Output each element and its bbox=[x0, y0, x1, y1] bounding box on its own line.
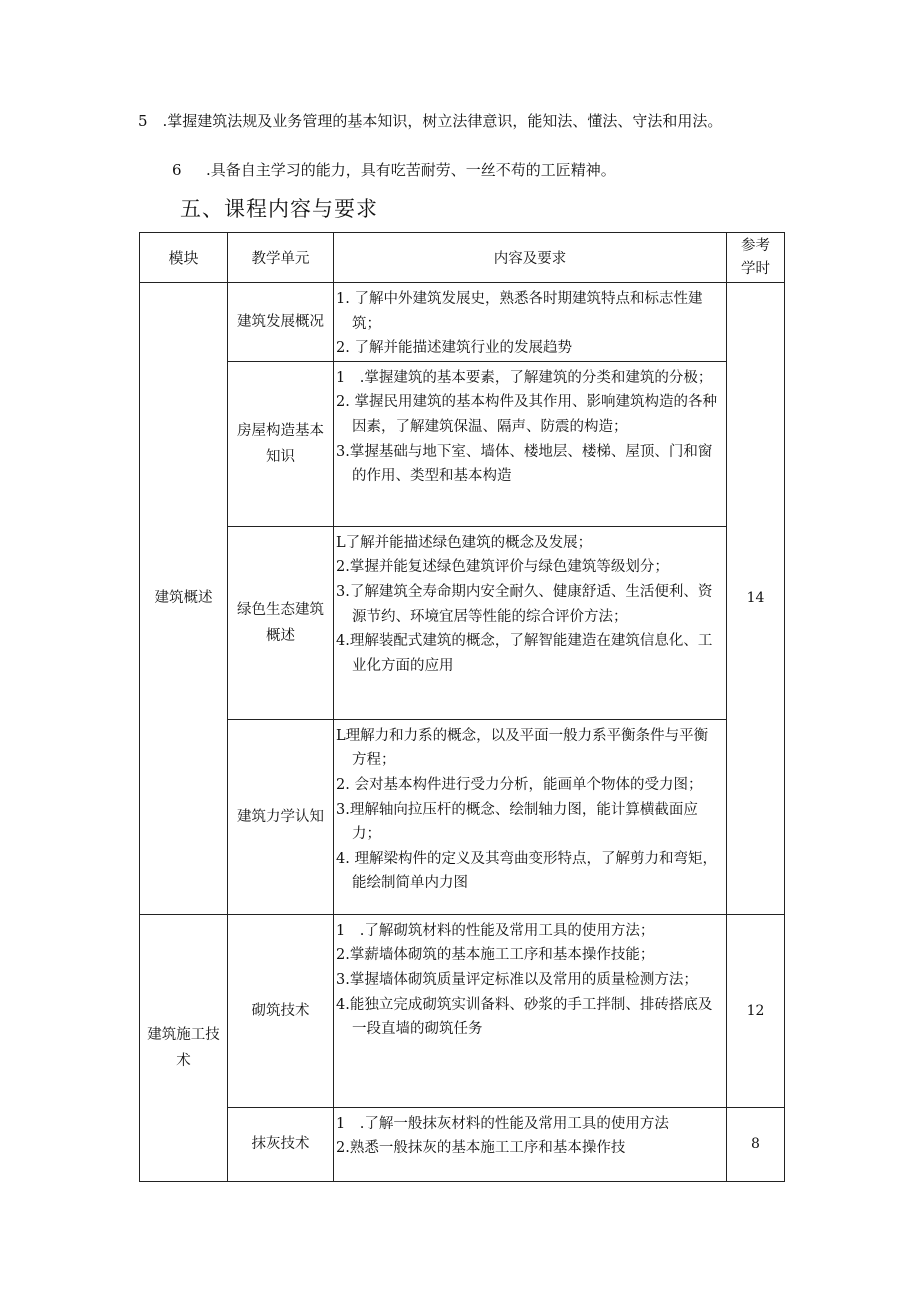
content-item: 4. 理解梁构件的定义及其弯曲变形特点，了解剪力和弯矩，能绘制简单内力图 bbox=[336, 850, 717, 892]
content-item: 2.掌薪墙体砌筑的基本施工工序和基本操作技能； bbox=[336, 947, 655, 964]
unit-content bbox=[334, 1107, 727, 1181]
content-item: 1 .掌握建筑的基本要素，了解建筑的分类和建筑的分极； bbox=[336, 369, 713, 386]
content-item: 2.掌握并能复述绿色建筑评价与绿色建筑等级划分； bbox=[336, 559, 669, 576]
table-row bbox=[140, 1107, 785, 1181]
content-item: 2.熟悉一般抹灰的基本施工工序和基本操作技 bbox=[336, 1140, 626, 1157]
unit-content bbox=[334, 283, 727, 362]
header-content: 内容及要求 bbox=[334, 233, 727, 283]
content-item: 4.能独立完成砌筑实训备料、砂浆的手工拌制、排砖搭底及一段直墙的砌筑任务 bbox=[336, 996, 713, 1038]
unit-name: 绿色生态建筑概述 bbox=[228, 526, 334, 719]
table-row bbox=[140, 361, 785, 526]
content-item: L理解力和力系的概念，以及平面一般力系平衡条件与平衡方程； bbox=[336, 727, 709, 769]
content-item: 3.理解轴向拉压杆的概念、绘制轴力图，能计算横截面应力； bbox=[336, 801, 698, 843]
objective-6 bbox=[172, 159, 616, 181]
content-item: 1 .了解一般抹灰材料的性能及常用工具的使用方法 bbox=[336, 1115, 669, 1132]
content-item: 3.掌握墙体砌筑质量评定标准以及常用的质量检测方法； bbox=[336, 971, 698, 988]
module-name: 建筑施工技术 bbox=[140, 914, 228, 1181]
table-row bbox=[140, 283, 785, 362]
objective-6-number: 6 bbox=[172, 161, 182, 179]
table-row bbox=[140, 914, 785, 1107]
section-heading: 五、课程内容与要求 bbox=[180, 197, 378, 221]
table-header-row bbox=[140, 233, 785, 283]
header-unit: 教学单元 bbox=[228, 233, 334, 283]
content-item: 2. 会对基本构件进行受力分析，能画单个物体的受力图； bbox=[336, 776, 703, 793]
unit-content bbox=[334, 526, 727, 719]
content-item: 2. 了解并能描述建筑行业的发展趋势 bbox=[336, 340, 572, 357]
header-module: 模块 bbox=[140, 233, 228, 283]
unit-content bbox=[334, 719, 727, 914]
hours-value: 12 bbox=[727, 914, 785, 1107]
unit-name: 房屋构造基本知识 bbox=[228, 361, 334, 526]
content-item: 2. 掌握民用建筑的基本构件及其作用、影响建筑构造的各种因素，了解建筑保温、隔声、防震的构造； bbox=[336, 394, 717, 435]
content-item: 4.理解装配式建筑的概念，了解智能建造在建筑信息化、工业化方面的应用 bbox=[336, 633, 713, 674]
unit-content bbox=[334, 361, 727, 526]
unit-content bbox=[334, 914, 727, 1107]
course-content-table bbox=[139, 232, 785, 1182]
hours-value: 8 bbox=[727, 1107, 785, 1181]
hours-value: 14 bbox=[727, 283, 785, 915]
content-item: 1. 了解中外建筑发展史，熟悉各时期建筑特点和标志性建筑； bbox=[336, 291, 703, 332]
objective-6-text: .具备自主学习的能力，具有吃苦耐劳、一丝不苟的工匠精神。 bbox=[206, 161, 616, 179]
objective-5: 5 .掌握建筑法规及业务管理的基本知识，树立法律意识，能知法、懂法、守法和用法。 bbox=[138, 112, 723, 130]
unit-name: 抹灰技术 bbox=[228, 1107, 334, 1181]
content-item: L了解并能描述绿色建筑的概念及发展； bbox=[336, 534, 593, 551]
content-item: 3.掌握基础与地下室、墙体、楼地层、楼梯、屋顶、门和窗的作用、类型和基本构造 bbox=[336, 443, 713, 485]
header-hours: 参考学时 bbox=[727, 233, 785, 283]
table-row bbox=[140, 526, 785, 719]
module-name: 建筑概述 bbox=[140, 283, 228, 915]
content-item: 1 .了解砌筑材料的性能及常用工具的使用方法； bbox=[336, 922, 655, 939]
unit-name: 建筑力学认知 bbox=[228, 719, 334, 914]
unit-name: 砌筑技术 bbox=[228, 914, 334, 1107]
content-item: 3.了解建筑全寿命期内安全耐久、健康舒适、生活便利、资源节约、环境宜居等性能的综合评价方法； bbox=[336, 583, 713, 625]
table-row bbox=[140, 719, 785, 914]
unit-name: 建筑发展概况 bbox=[228, 283, 334, 362]
